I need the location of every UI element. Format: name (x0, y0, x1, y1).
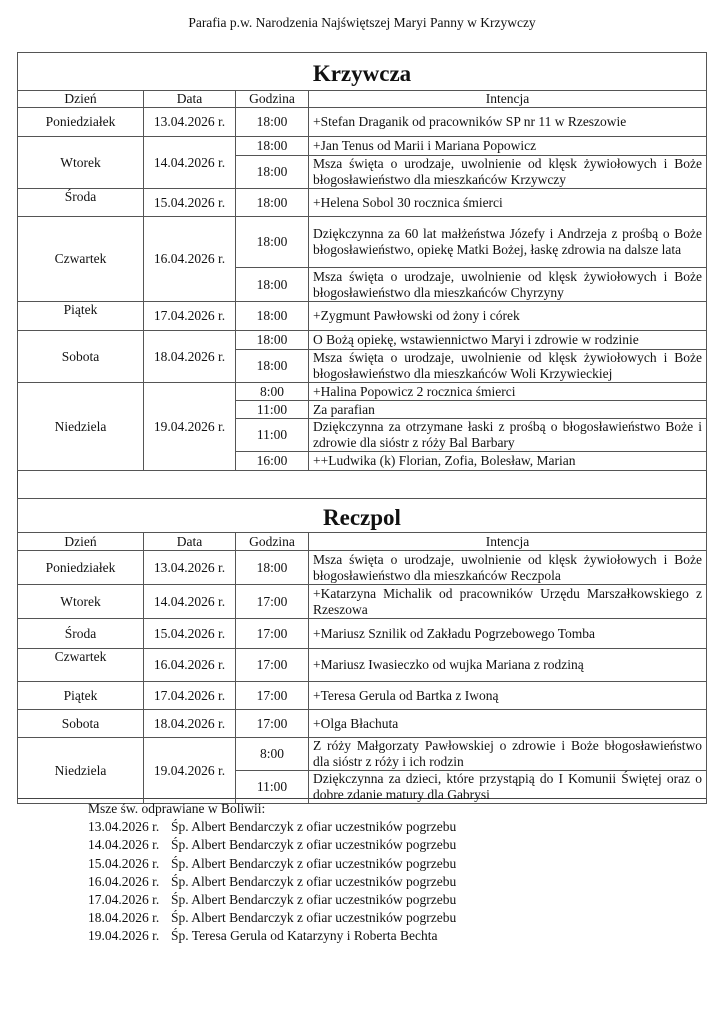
date-cell: 14.04.2026 r. (144, 585, 236, 619)
time-cell: 16:00 (236, 452, 309, 471)
schedule-table-reczpol (17, 498, 707, 804)
bolivia-entry (88, 909, 456, 927)
day-cell: Poniedziałek (18, 108, 144, 137)
time-cell: 17:00 (236, 619, 309, 649)
column-header-row (18, 91, 707, 108)
col-header-time: Godzina (236, 91, 309, 108)
day-cell: Środa (18, 189, 144, 217)
bolivia-entry-intention: Śp. Albert Bendarczyk z ofiar uczestników pogrzebu (171, 892, 457, 908)
bolivia-entry-date: 19.04.2026 r. (88, 928, 160, 944)
mass-row (18, 383, 707, 401)
mass-row (18, 738, 707, 771)
bolivia-heading: Msze św. odprawiane w Boliwii: (88, 801, 266, 816)
bolivia-entry-intention: Śp. Albert Bendarczyk z ofiar uczestników pogrzebu (171, 855, 457, 871)
date-cell: 16.04.2026 r. (144, 649, 236, 682)
intention-cell: ++Ludwika (k) Florian, Zofia, Bolesław, Marian (309, 452, 707, 471)
intention-cell: +Olga Błachuta (309, 710, 707, 738)
bolivia-list (88, 818, 456, 945)
date-cell: 18.04.2026 r. (144, 710, 236, 738)
intention-cell: Msza święta o urodzaje, uwolnienie od klęsk żywiołowych i Boże błogosławieństwo dla mieszkańców Woli Krzywieckiej (309, 350, 707, 383)
date-cell: 19.04.2026 r. (144, 738, 236, 804)
day-cell: Wtorek (18, 585, 144, 619)
day-cell: Niedziela (18, 738, 144, 804)
intention-cell: Dziękczynna za otrzymane łaski z prośbą o błogosławieństwo Boże i zdrowie dla sióstr z róży Bal Barbary (309, 419, 707, 452)
time-cell: 18:00 (236, 217, 309, 268)
intention-cell: +Halina Popowicz 2 rocznica śmierci (309, 383, 707, 401)
intention-cell: +Mariusz Sznilik od Zakładu Pogrzebowego Tomba (309, 619, 707, 649)
bolivia-entry (88, 891, 456, 909)
bolivia-entry-intention: Śp. Albert Bendarczyk z ofiar uczestników pogrzebu (171, 819, 457, 835)
bolivia-entry (88, 855, 456, 873)
date-cell: 13.04.2026 r. (144, 551, 236, 585)
day-cell: Czwartek (18, 217, 144, 302)
day-cell: Poniedziałek (18, 551, 144, 585)
time-cell: 18:00 (236, 137, 309, 156)
mass-row (18, 108, 707, 137)
section-title-row (18, 53, 707, 91)
intention-cell: O Bożą opiekę, wstawiennictwo Maryi i zdrowie w rodzinie (309, 331, 707, 350)
col-header-date: Data (144, 91, 236, 108)
time-cell: 11:00 (236, 771, 309, 804)
bolivia-entry (88, 818, 456, 836)
intention-cell: Dziękczynna za dzieci, które przystąpią do I Komunii Świętej oraz o dobre zdanie matury dla Gabrysi (309, 771, 707, 804)
bolivia-entry-intention: Śp. Albert Bendarczyk z ofiar uczestników pogrzebu (171, 837, 457, 853)
time-cell: 8:00 (236, 383, 309, 401)
bolivia-entry (88, 927, 456, 945)
mass-row (18, 710, 707, 738)
bolivia-entry-date: 14.04.2026 r. (88, 837, 160, 853)
day-cell: Piątek (18, 682, 144, 710)
bolivia-entry-date: 15.04.2026 r. (88, 855, 160, 871)
col-header-intention: Intencja (309, 91, 707, 108)
mass-row (18, 331, 707, 350)
column-header-row (18, 533, 707, 551)
intention-cell: +Teresa Gerula od Bartka z Iwoną (309, 682, 707, 710)
mass-row (18, 585, 707, 619)
day-cell: Wtorek (18, 137, 144, 189)
date-cell: 19.04.2026 r. (144, 383, 236, 471)
day-cell: Piątek (18, 302, 144, 331)
mass-row (18, 137, 707, 156)
col-header-day: Dzień (18, 533, 144, 551)
mass-row (18, 619, 707, 649)
intention-cell: +Zygmunt Pawłowski od żony i córek (309, 302, 707, 331)
day-cell: Sobota (18, 331, 144, 383)
time-cell: 18:00 (236, 350, 309, 383)
section-title: Reczpol (18, 499, 707, 533)
bolivia-masses (88, 800, 456, 946)
mass-row (18, 551, 707, 585)
bolivia-entry-intention: Śp. Albert Bendarczyk z ofiar uczestników pogrzebu (171, 910, 457, 926)
date-cell: 17.04.2026 r. (144, 682, 236, 710)
bolivia-entry (88, 836, 456, 854)
date-cell: 18.04.2026 r. (144, 331, 236, 383)
mass-row (18, 649, 707, 682)
col-header-intention: Intencja (309, 533, 707, 551)
date-cell: 15.04.2026 r. (144, 189, 236, 217)
schedule-table-krzywcza (17, 52, 707, 471)
intention-cell: +Mariusz Iwasieczko od wujka Mariana z rodziną (309, 649, 707, 682)
time-cell: 11:00 (236, 401, 309, 419)
day-cell: Czwartek (18, 649, 144, 682)
time-cell: 8:00 (236, 738, 309, 771)
time-cell: 18:00 (236, 189, 309, 217)
col-header-day: Dzień (18, 91, 144, 108)
date-cell: 14.04.2026 r. (144, 137, 236, 189)
intention-cell: Msza święta o urodzaje, uwolnienie od klęsk żywiołowych i Boże błogosławieństwo dla mieszkańców Reczpola (309, 551, 707, 585)
time-cell: 17:00 (236, 649, 309, 682)
intention-cell: Z róży Małgorzaty Pawłowskiej o zdrowie i Boże błogosławieństwo dla sióstr z róży i ich rodzin (309, 738, 707, 771)
time-cell: 18:00 (236, 268, 309, 302)
time-cell: 11:00 (236, 419, 309, 452)
intention-cell: Dziękczynna za 60 lat małżeństwa Józefy i Andrzeja z prośbą o Boże błogosławieństwo, opiekę Matki Bożej, łaskę zdrowia na dalsze lata (309, 217, 707, 268)
bolivia-entry-date: 16.04.2026 r. (88, 873, 160, 889)
parish-header: Parafia p.w. Narodzenia Najświętszej Maryi Panny w Krzywczy (188, 15, 536, 30)
time-cell: 17:00 (236, 710, 309, 738)
mass-row (18, 189, 707, 217)
time-cell: 18:00 (236, 156, 309, 189)
intention-cell: +Stefan Draganik od pracowników SP nr 11 w Rzeszowie (309, 108, 707, 137)
intention-cell: Msza święta o urodzaje, uwolnienie od klęsk żywiołowych i Boże błogosławieństwo dla mieszkańców Krzywczy (309, 156, 707, 189)
bolivia-entry-date: 17.04.2026 r. (88, 892, 160, 908)
time-cell: 18:00 (236, 302, 309, 331)
section-title: Krzywcza (18, 53, 707, 91)
bolivia-entry-intention: Śp. Teresa Gerula od Katarzyny i Roberta Bechta (171, 928, 438, 944)
intention-cell: Za parafian (309, 401, 707, 419)
bolivia-entry-date: 18.04.2026 r. (88, 910, 160, 926)
date-cell: 13.04.2026 r. (144, 108, 236, 137)
day-cell: Sobota (18, 710, 144, 738)
col-header-time: Godzina (236, 533, 309, 551)
time-cell: 17:00 (236, 585, 309, 619)
intention-cell: +Katarzyna Michalik od pracowników Urzędu Marszałkowskiego z Rzeszowa (309, 585, 707, 619)
time-cell: 18:00 (236, 331, 309, 350)
date-cell: 15.04.2026 r. (144, 619, 236, 649)
intention-cell: Msza święta o urodzaje, uwolnienie od klęsk żywiołowych i Boże błogosławieństwo dla mieszkańców Chyrzyny (309, 268, 707, 302)
time-cell: 18:00 (236, 551, 309, 585)
day-cell: Środa (18, 619, 144, 649)
bolivia-entry-date: 13.04.2026 r. (88, 819, 160, 835)
mass-row (18, 302, 707, 331)
section-title-row (18, 499, 707, 533)
time-cell: 18:00 (236, 108, 309, 137)
mass-row (18, 217, 707, 268)
bolivia-entry-intention: Śp. Albert Bendarczyk z ofiar uczestników pogrzebu (171, 873, 457, 889)
intention-cell: +Helena Sobol 30 rocznica śmierci (309, 189, 707, 217)
date-cell: 16.04.2026 r. (144, 217, 236, 302)
bolivia-entry (88, 873, 456, 891)
time-cell: 17:00 (236, 682, 309, 710)
day-cell: Niedziela (18, 383, 144, 471)
date-cell: 17.04.2026 r. (144, 302, 236, 331)
col-header-date: Data (144, 533, 236, 551)
intention-cell: +Jan Tenus od Marii i Mariana Popowicz (309, 137, 707, 156)
mass-row (18, 682, 707, 710)
